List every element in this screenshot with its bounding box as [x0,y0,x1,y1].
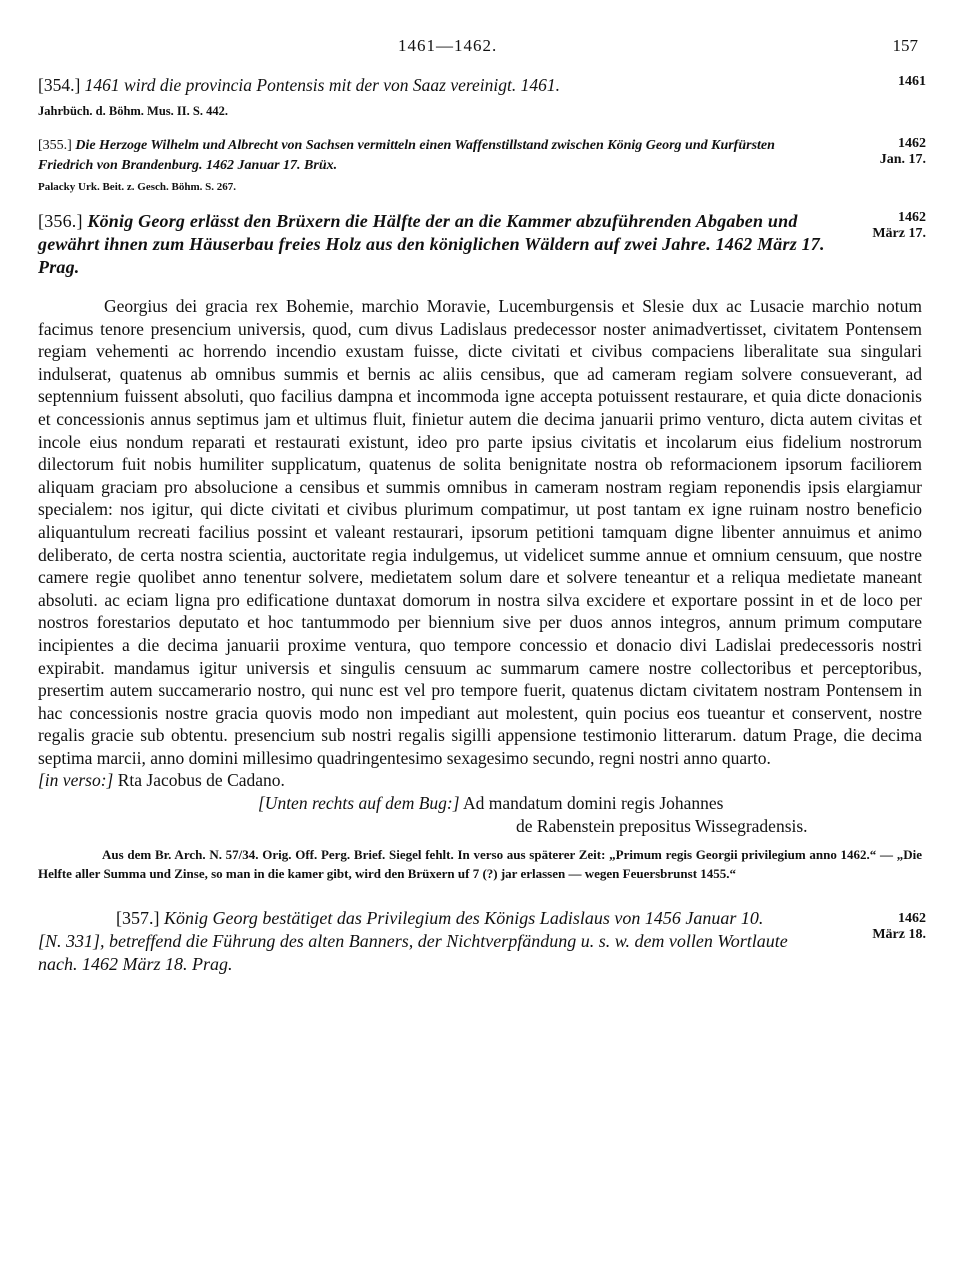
source-reference: Palacky Urk. Beit. z. Gesch. Böhm. S. 267. [38,181,236,193]
entry-number: [354.] [38,75,81,95]
verso-label: [in verso:] [38,770,114,791]
charter-paragraph: Georgius dei gracia rex Bohemie, marchio Moravie, Lucemburgensis et Slesie dux ac Lusacie marchio notum facimus tenore presencium universis, quod, cum divus Ladislaus predecessor noster animadvertisset, civitatem Pontensem regiam vehementi ac horrendo incendio exustam fuisse, dicte civitati et civibus compaciens liberalitate sua singulari indulserat, quatenus ab omnibus summis et bernis ac aliis censibus, que ad cameram regiam solvere consueverant, ad septennium fuissent absoluti, quo facilius dampna et incommoda igne accepta potuissent restaurare, et quia dicte donacionis et concessionis annus septimus jam et ultimus fluit, finietur autem die decima januarii primo venturo, dicta autem civitas et incole eius nondum reparati et restaurati existunt, ideo pro parte ipsius civitatis et incolarum eius fidelium nostrorum dilectorum fuit nobis humiliter supplicatum, quatenus de solita benignitate nostra ob reformacionem ipsorum faciliorem aliquam graciam pro absolucione a censibus et summis omnibus in cameram nostram regiam reponendis ipsis elargiamur specialem: nos igitur, qui dicte civitati et civibus plurimum compatimur, ut post tantam ex igne ruinam nostro beneficio aliquantulum recreati facilius possint et valeant restaurari, ipsorum petitioni tamquam digne libenter annuimus et animo deliberato, de certa nostra scientia, auctoritate regia indulgemus, ut videlicet summe annue et omnium censuum, que nostre camere regie quolibet anno tenentur solvere, medietatem solum dare et solvere teneantur et a reliqua medietate maneant absoluti. ac eciam ligna pro edificatione duntaxat domorum in nostra silva excidere et exportare possint in et de loco per nostros forestarios deputato et hoc tantummodo per biennium sive per duos annos integros, annum primum computare incipientes a die decima januarii proxime ventura, quo tempore concessio et donacio divi Ladislai predecessoris nostri expirabit. mandamus igitur universis et singulis censuum ac summarum camere nostre collectoribus et perceptoribus, presertim autem succamerario nostro, qui nunc est vel pro tempore fuerit, quatenus dictam civitatem nostram Pontensem in hac concessionis nostre gracia quovis modo non impediant aut molestent, quin pocius eos tueantur et conservent, nostre regalis gracie sub obtentu. presencium sub nostri regalis sigilli appensione testimonio litterarum. datum Prage, die decima septima marcii, anno domini millesimo quadringentesimo sexagesimo secundo, regni nostri anno quarto. [38,296,922,768]
entry-title-line-1: König Georg bestätiget das Privilegium des Königs Ladislaus von 1456 Januar 10. [164,908,764,929]
bug-note [38,792,922,837]
margin-day: Jan. 17. [879,152,926,167]
margin-year: 1462 [898,210,926,225]
archival-notes-text: Aus dem Br. Arch. N. 57/34. Orig. Off. Perg. Brief. Siegel fehlt. In verso aus späterer Zeit: „Primum regis Georgii privilegium anno 1462.“ — „Die Helfte aller Summa und Zinse, so man in die kamer gibt, wird den Brüxern uf 7 (?) jar erlassen — wegen Feuersbrunst 1455.“ [38,847,922,882]
bug-line-2: de Rabenstein prepositus Wissegradensis. [516,815,808,836]
margin-day: März 17. [872,226,926,241]
entry-number: [357.] [116,908,160,929]
entry-356 [38,210,926,883]
archival-notes [38,845,922,883]
margin-date: 1461 [898,74,926,89]
margin-year: 1462 [898,136,926,151]
entry-title-text: 1461 wird die provincia Pontensis mit der von Saaz vereinigt. 1461. [84,75,561,95]
entry-title [38,136,922,176]
bug-line-1: Ad mandatum domini regis Johannes [462,793,724,814]
entry-355 [38,136,926,196]
entry-number: [356.] [38,211,83,231]
entry-title-text: Die Herzoge Wilhelm und Albrecht von Sachsen vermitteln einen Waffenstillstand zwischen König Georg und Kurfürsten Friedrich von Brandenburg. 1462 Januar 17. Brüx. [38,138,775,173]
entry-title-rest: [N. 331], betreffend die Führung des alten Banners, der Nichtverpfändung u. s. w. dem vollen Wortlaute nach. 1462 März 18. Prag. [38,931,788,975]
margin-year: 1462 [898,911,926,927]
entry-357 [38,907,926,976]
bug-label: [Unten rechts auf dem Bug:] [258,793,460,814]
margin-date [846,136,926,168]
entry-354 [38,74,926,120]
document-page [38,30,926,976]
year-range: 1461—1462. [398,36,498,55]
entry-title [38,907,922,976]
verso-note [38,769,922,792]
entry-title [38,210,922,279]
margin-date [846,911,926,943]
running-head [38,30,922,60]
verso-text: Rta Jacobus de Cadano. [117,770,285,791]
margin-day: März 18. [872,927,926,943]
entry-number: [355.] [38,138,72,153]
source-reference: Jahrbüch. d. Böhm. Mus. II. S. 442. [38,104,228,118]
page-number: 157 [892,36,918,55]
margin-date [846,210,926,242]
entry-title [38,74,922,96]
charter-text [38,295,922,769]
entry-title-text: König Georg erlässt den Brüxern die Hälfte der an die Kammer abzuführenden Abgaben und gewährt ihnen zum Häuserbau freies Holz aus den königlichen Wäldern auf zwei Jahre. 1462 März 17. Prag. [38,211,825,277]
